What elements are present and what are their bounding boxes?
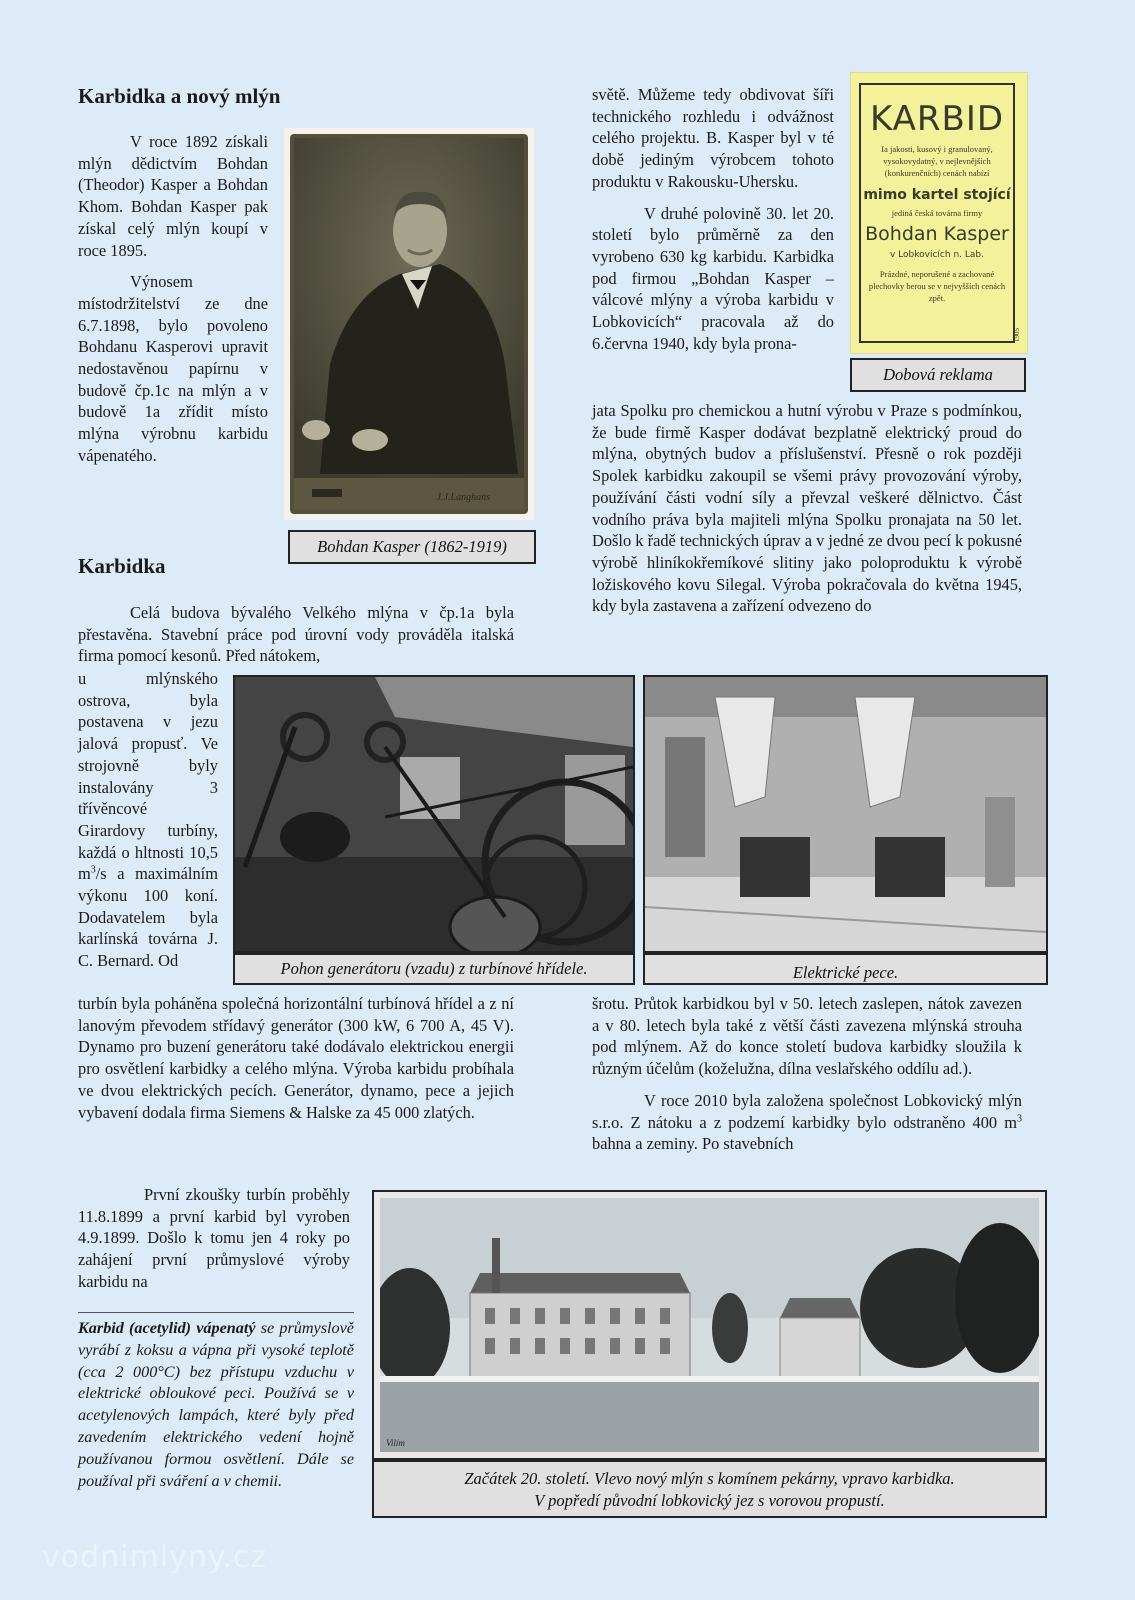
advertisement-caption: Dobová reklama bbox=[850, 358, 1026, 392]
portrait-photo bbox=[284, 128, 534, 520]
generator-photo-caption: Pohon generátoru (vzadu) z turbínové hřídele. bbox=[233, 953, 635, 985]
paragraph: V druhé polovině 30. let 20. století bylo průměrně za den vyrobeno 630 kg karbidu. Karbidka pod firmou „Bohdan Kasper – válcové mlýny a výroba karbidu v Lobkovicích“ pracovala až do 6.června 1940, kdy byla prona- bbox=[592, 203, 834, 353]
paragraph: V roce 2010 byla založena společnost Lobkovický mlýn s.r.o. Z nátoku a z podzemí karbidky bylo odstraněno 400 $m^3$ bahna a zeminy. Po stavebních bbox=[592, 1090, 1022, 1154]
watermark: vodnimlyny.cz bbox=[42, 1540, 268, 1575]
mill-image bbox=[380, 1198, 1039, 1452]
right-column-text bbox=[592, 84, 834, 354]
generator-photo bbox=[233, 675, 635, 953]
section2-intro bbox=[78, 602, 514, 667]
electric-furnaces-image bbox=[645, 677, 1046, 951]
paragraph: Celá budova bývalého Velkého mlýna v čp.1a byla přestavěna. Stavební práce pod úrovní vody prováděla italská firma pomocí kesonů. Před nátokem, bbox=[78, 603, 514, 666]
mill-photo-caption: Začátek 20. století. Vlevo nový mlýn s komínem pekárny, vpravo karbidka. V popředí původní lobkovický jez s vorovou propustí. bbox=[372, 1460, 1047, 1518]
right-column-text-wide bbox=[592, 400, 1022, 617]
paragraph: turbín byla poháněna společná horizontální turbínová hřídel a z ní lanovým převodem střídavý generátor (300 kW, 6 700 A, 45 V). Dynamo pro buzení generátoru také dodávalo elektrickou energii pro osvětlení karbidky a celého mlýna. Výroba karbidu probíhala ve dvou elektrických pecích. Generátor, dynamo, pece a jejich vybavení dodala firma Siemens & Halske za 45 000 zlatých. bbox=[78, 994, 514, 1122]
right-lower-text bbox=[592, 993, 1022, 1155]
electric-furnaces-caption: Elektrické pece. bbox=[643, 953, 1048, 985]
period-advertisement bbox=[850, 72, 1028, 354]
svg-text:J.J.Langhans: J.J.Langhans bbox=[436, 492, 490, 503]
section2-narrow-text bbox=[78, 668, 218, 972]
svg-text:Vilím: Vilím bbox=[386, 1438, 405, 1448]
section1-text bbox=[78, 131, 268, 467]
advertisement-title: KARBID bbox=[869, 99, 1005, 139]
footnote-divider bbox=[78, 1312, 354, 1313]
paragraph: První zkoušky turbín proběhly 11.8.1899 a první karbid byl vyroben 4.9.1899. Došlo k tomu jen 4 roky po zahájení první průmyslové výroby karbidu na bbox=[78, 1185, 350, 1291]
paragraph: šrotu. Průtok karbidkou byl v 50. letech zaslepen, nátok zavezen a v 80. letech byla také z větší části zavezena mlýnská strouha pod mlýnem. Až do konce století budova karbidky sloužila k různým účelům (koželužna, dílna veslařského oddílu ad.). bbox=[592, 994, 1022, 1079]
footnote: Karbid (acetylid) vápenatý se průmyslově vyrábí z koksu a vápna při vysoké teplotě (cca 2 000°C) bez přístupu vzduchu v elektrické obloukové peci. Používá se v acetylenových lampách, které byly před zavedením elektrického vedení hojně používanou formou osvětlení. Dále se používal při sváření a v chemii. bbox=[78, 1319, 354, 1490]
paragraph: jata Spolku pro chemickou a hutní výrobu v Praze s podmínkou, že bude firmě Kasper dodávat bezplatně elektrický proud do mlýna, obytných budov a příslušenství. Přesně o rok později Spolek karbidku zakoupil se všemi právy provozování výroby, používání části vodní síly a převzal veškeré dělnictvo. Část vodního práva byla majiteli mlýna Spolku pronajata na 50 let. Došlo k řadě technických úprav a v jedné ze dvou pecí k pokusné výrobě hliníkokřemíkové slitiny jako poloproduktu k výrobě ložiskového kovu Silegal. Výroba pokračovala do května 1945, kdy byla zastavena a zařízení odvezeno do bbox=[592, 401, 1022, 616]
section2-para2 bbox=[78, 1184, 350, 1293]
paragraph: u mlýnského ostrova, byla postavena v jezu jalová propusť. Ve strojovně byly instalovány 3 třívěncové Girardovy turbíny, každá o hltnosti 10,5 $m^3/s$ a maximálním výkonu 100 koní. Dodavatelem byla karlínská továrna J. C. Bernard. Od bbox=[78, 669, 218, 971]
section-title-karbidka-novy-mlyn: Karbidka a nový mlýn bbox=[78, 84, 281, 108]
portrait-image bbox=[290, 134, 528, 514]
footnote-term: Karbid (acetylid) vápenatý bbox=[78, 1319, 256, 1337]
electric-furnaces-photo bbox=[643, 675, 1048, 953]
portrait-caption: Bohdan Kasper (1862-1919) bbox=[288, 530, 536, 564]
generator-image bbox=[235, 677, 633, 951]
advertisement-frame: KARBID Ia jakosti, kusový i granulovaný, vysokovydatný, v nejlevnějších (konkurenčních) cenách nabízí mimo kartel stojící jediná česká továrna firmy Bohdan Kasper v Lobkovicích n. Lab. Prázdné, neporušené a zachované plechovky berou se v nejvyšších cenách zpět. 1905 bbox=[859, 83, 1015, 343]
mill-photo bbox=[372, 1190, 1047, 1460]
paragraph: světě. Můžeme tedy obdivovat šíři technického rozhledu i odvážnost celého projektu. B. Kasper byl v té době jediným výrobcem tohoto produktu v Rakousku-Uhersku. bbox=[592, 85, 834, 191]
paragraph: Výnosem místodržitelství ze dne 6.7.1898, bylo povoleno Bohdanu Kasperovi upravit nedostavěnou papírnu v budově čp.1c na mlýn a v budově 1a zřídit místo mlýna výrobnu karbidu vápenatého. bbox=[78, 272, 268, 465]
section2-continued bbox=[78, 993, 514, 1123]
paragraph: V roce 1892 získali mlýn dědictvím Bohdan (Theodor) Kasper a Bohdan Khom. Bohdan Kasper pak získal celý mlýn koupí v roce 1895. bbox=[78, 132, 268, 260]
section-title-karbidka: Karbidka bbox=[78, 554, 166, 578]
